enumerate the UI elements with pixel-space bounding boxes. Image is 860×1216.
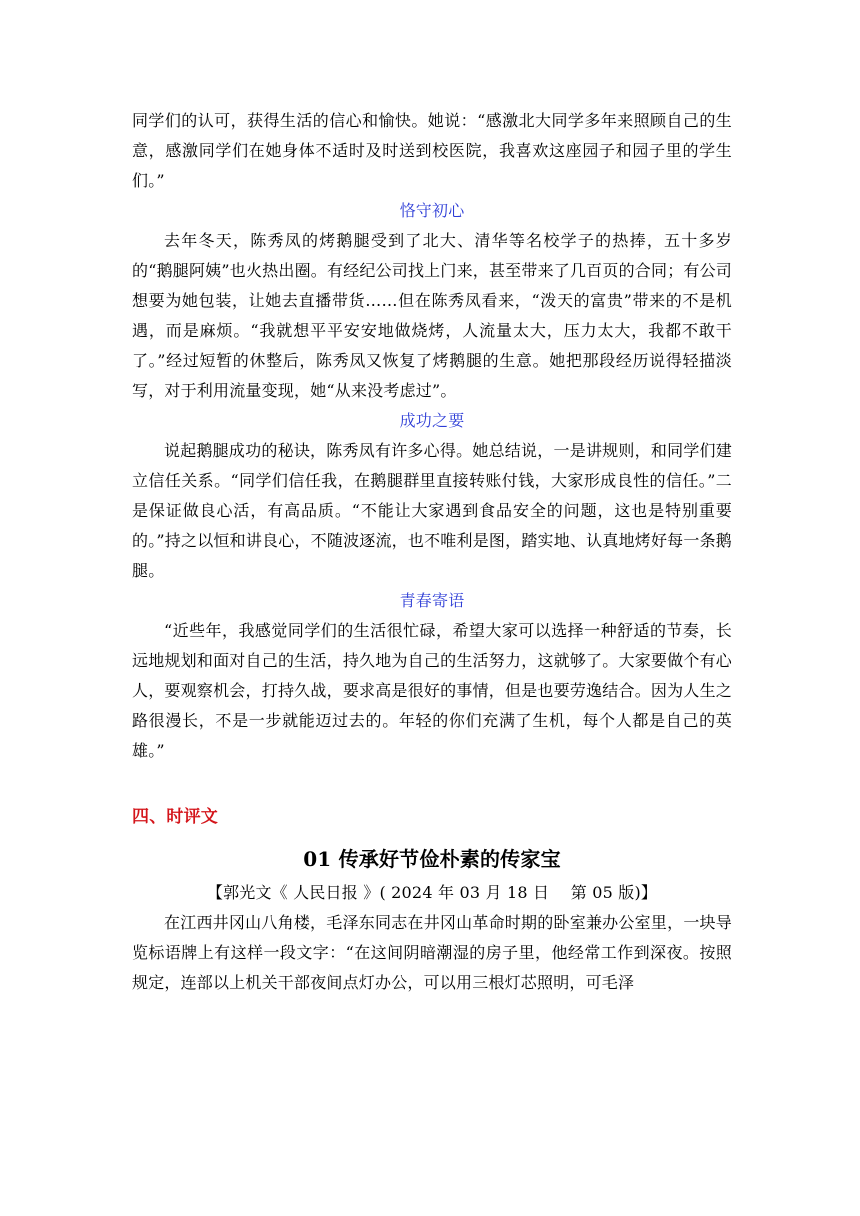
- section-keep-original-heart: [132, 196, 732, 406]
- section-youth-message: [132, 586, 732, 766]
- article-body: 在江西井冈山八角楼，毛泽东同志在井冈山革命时期的卧室兼办公室里，一块导览标语牌上有这样一段文字：“在这间阴暗潮湿的房子里，他经常工作到深夜。按照规定，连部以上机关干部夜间点灯办公，可以用三根灯芯照明，可毛泽: [132, 913, 732, 992]
- part-heading: 四、时评文: [132, 807, 218, 827]
- section-paragraph-2: 说起鹅腿成功的秘诀，陈秀凤有许多心得。她总结说，一是讲规则，和同学们建立信任关系。“同学们信任我，在鹅腿群里直接转账付钱，大家形成良性的信任。”二是保证做良心活，有高品质。“不能让大家遇到食品安全的问题，这也是特别重要的。”持之以恒和讲良心，不随波逐流，也不唯利是图，踏实地、认真地烤好每一条鹅腿。: [132, 441, 732, 580]
- intro-paragraph: 同学们的认可，获得生活的信心和愉快。她说：“感激北大同学多年来照顾自己的生意，感激同学们在她身体不适时及时送到校医院，我喜欢这座园子和园子里的学生们。”: [132, 111, 732, 190]
- article: [132, 842, 732, 998]
- section-paragraph-1: 去年冬天，陈秀凤的烤鹅腿受到了北大、清华等名校学子的热捧，五十多岁的“鹅腿阿姨”也火热出圈。有经纪公司找上门来，甚至带来了几百页的合同；有公司想要为她包装，让她去直播带货……但在陈秀凤看来，“泼天的富贵”带来的不是机遇，而是麻烦。“我就想平平安安地做烧烤，人流量太大，压力太大，我都不敢干了。”经过短暂的休整后，陈秀凤又恢复了烤鹅腿的生意。她把那段经历说得轻描淡写，对于利用流量变现，她“从来没考虑过”。: [132, 231, 732, 400]
- section-heading-2: 成功之要: [399, 411, 465, 430]
- article-title: 01 传承好节俭朴素的传家宝: [303, 847, 561, 871]
- document-page: [132, 106, 732, 998]
- section-keys-to-success: [132, 406, 732, 586]
- section-heading-1: 恪守初心: [399, 201, 465, 220]
- section-paragraph-3: “近些年，我感觉同学们的生活很忙碌，希望大家可以选择一种舒适的节奏，长远地规划和面对自己的生活，持久地为自己的生活努力，这就够了。大家要做个有心人，要观察机会，打持久战，要求高是很好的事情，但是也要劳逸结合。因为人生之路很漫长，不是一步就能迈过去的。年轻的你们充满了生机，每个人都是自己的英雄。”: [132, 621, 732, 760]
- article-byline: 【郭光文《 人民日报 》( 2024 年 03 月 18 日 第 05 版)】: [206, 883, 658, 902]
- section-heading-3: 青春寄语: [399, 591, 465, 610]
